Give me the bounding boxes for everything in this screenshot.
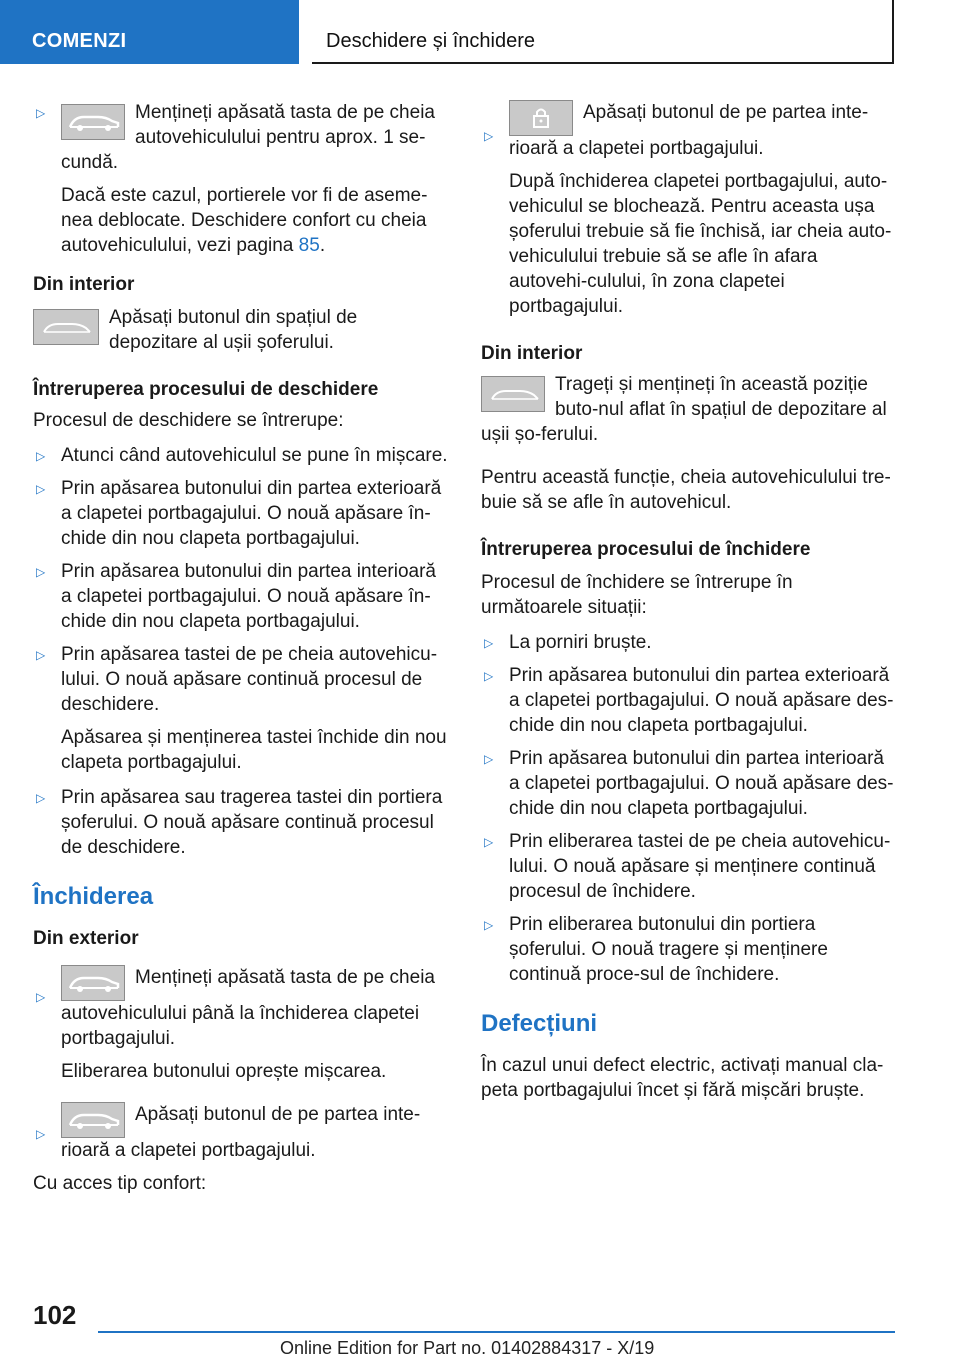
footer-divider bbox=[98, 1331, 895, 1333]
page-link[interactable]: 85 bbox=[298, 235, 320, 256]
bullet-icon: ▷ bbox=[36, 106, 46, 120]
text: Apăsați butonul din spațiul de depozitare al ușii șoferului. bbox=[109, 307, 358, 353]
text: Prin eliberarea butonului din portiera șoferului. O nouă tragere și menținere continuă proce-sul de închidere. bbox=[509, 914, 828, 985]
interior-paragraph bbox=[481, 372, 897, 447]
heading-defectiuni: Defecțiuni bbox=[481, 1010, 598, 1037]
bullet-icon: ▷ bbox=[36, 565, 46, 579]
text: Prin eliberarea tastei de pe cheia autovehicu-lului. O nouă apăsare și menținere continuă procesul de închidere. bbox=[509, 831, 891, 902]
heading-inchiderea: Închiderea bbox=[33, 883, 154, 910]
bullet-icon: ▷ bbox=[484, 636, 494, 650]
text: Prin apăsarea sau tragerea tastei din portiera șoferului. O nouă apăsare continuă procesul de deschidere. bbox=[61, 787, 443, 858]
list-item bbox=[33, 100, 449, 175]
text: Prin apăsarea tastei de pe cheia autovehicu-lului. O nouă apăsare continuă procesul de deschidere. bbox=[61, 644, 438, 715]
sub-paragraph bbox=[61, 183, 449, 258]
page-number: 102 bbox=[33, 1300, 77, 1330]
car-trunk-icon bbox=[61, 104, 125, 140]
car-trunk-icon bbox=[33, 309, 99, 345]
bullet-icon: ▷ bbox=[484, 669, 494, 683]
right-column bbox=[481, 100, 897, 1113]
bullet-icon: ▷ bbox=[484, 752, 494, 766]
text: Mențineți apăsată tasta de pe cheia autovehiculului până la închiderea clapetei portbagajului. bbox=[61, 967, 435, 1049]
subheading-din-interior: Din interior bbox=[33, 274, 135, 295]
text: Prin apăsarea butonului din partea exterioară a clapetei portbagajului. O nouă apăsare des-chide din nou clapeta portbagajului. bbox=[509, 665, 894, 736]
text: Apăsați butonul de pe partea inte-rioară a clapetei portbagajului. bbox=[509, 102, 869, 159]
list-item bbox=[33, 642, 449, 717]
text: Mențineți apăsată tasta de pe cheia autovehiculului pentru aprox. 1 se-cundă. bbox=[61, 102, 435, 173]
list-item bbox=[33, 443, 449, 468]
car-trunk-icon bbox=[481, 376, 545, 412]
header-section-label: COMENZI bbox=[32, 30, 127, 52]
text: Dacă este cazul, portierele vor fi de aseme-nea deblocate. Deschidere confort cu cheia autovehiculului, vezi pagina bbox=[61, 185, 428, 256]
text: Prin apăsarea butonului din partea exterioară a clapetei portbagajului. O nouă apăsare în-chide din nou clapeta portbagajului. bbox=[61, 478, 442, 549]
sub-paragraph: Eliberarea butonului oprește mișcarea. bbox=[61, 1061, 387, 1082]
bullet-icon: ▷ bbox=[36, 482, 46, 496]
text: Procesul de închidere se întrerupe în următoarele situații: bbox=[481, 572, 793, 618]
text: Atunci când autovehiculul se pune în mișcare. bbox=[61, 445, 448, 466]
text: Prin apăsarea butonului din partea interioară a clapetei portbagajului. O nouă apăsare des-chide din nou clapeta portbagajului. bbox=[509, 748, 894, 819]
bullet-icon: ▷ bbox=[36, 648, 46, 662]
list-item bbox=[481, 663, 897, 738]
sub-paragraph: Apăsarea și menținerea tastei închide din nou clapeta portbagajului. bbox=[61, 727, 447, 773]
list-item bbox=[33, 785, 449, 860]
list-item bbox=[33, 559, 449, 634]
text: . bbox=[319, 235, 326, 256]
bullet-icon: ▷ bbox=[484, 835, 494, 849]
text: Trageți și mențineți în această poziție buto-nul aflat în spațiul de depozitare al ușii șo-ferului. bbox=[481, 374, 887, 445]
list-item bbox=[481, 100, 897, 161]
text: În cazul unui defect electric, activați manual cla-peta portbagajului încet și fără mișcări bruște. bbox=[481, 1055, 884, 1101]
lock-icon bbox=[509, 100, 573, 136]
text: Apăsați butonul de pe partea inte-rioară a clapetei portbagajului. bbox=[61, 1104, 421, 1161]
bullet-icon: ▷ bbox=[484, 918, 494, 932]
bullet-icon: ▷ bbox=[484, 129, 494, 143]
text: Prin apăsarea butonului din partea interioară a clapetei portbagajului. O nouă apăsare în-chide din nou clapeta portbagajului. bbox=[61, 561, 436, 632]
list-item bbox=[481, 912, 897, 987]
header-title-box bbox=[312, 0, 894, 64]
car-trunk-icon bbox=[61, 1102, 125, 1138]
header-section-tab bbox=[0, 0, 299, 64]
bullet-icon: ▷ bbox=[36, 1127, 46, 1141]
list-item bbox=[33, 476, 449, 551]
header-title: Deschidere și închidere bbox=[326, 30, 535, 52]
text: La porniri bruște. bbox=[509, 632, 652, 653]
text: Cu acces tip confort: bbox=[33, 1173, 207, 1194]
subheading-din-exterior: Din exterior bbox=[33, 928, 139, 949]
list-item bbox=[33, 1102, 449, 1163]
bullet-icon: ▷ bbox=[36, 449, 46, 463]
footer-edition: Online Edition for Part no. 01402884317 - X/19 bbox=[280, 1338, 655, 1358]
left-column bbox=[33, 100, 449, 1206]
heading-intrerupere-deschidere: Întreruperea procesului de deschidere bbox=[33, 379, 379, 400]
list-item bbox=[481, 746, 897, 821]
heading-intrerupere-inchidere: Întreruperea procesului de închidere bbox=[481, 539, 811, 560]
sub-paragraph: După închiderea clapetei portbagajului, auto-vehiculul se blochează. Pentru aceasta ușa șoferului trebuie să fie închisă, iar cheia auto-vehiculului trebuie să se afle în afara autovehi-culului, în zona clapetei portbagajului. bbox=[509, 171, 892, 317]
list-item bbox=[481, 829, 897, 904]
subheading-din-interior: Din interior bbox=[481, 343, 583, 364]
interior-paragraph bbox=[33, 305, 449, 355]
bullet-icon: ▷ bbox=[36, 791, 46, 805]
text: Procesul de deschidere se întrerupe: bbox=[33, 410, 344, 431]
car-trunk-icon bbox=[61, 965, 125, 1001]
list-item bbox=[481, 630, 897, 655]
text: Pentru această funcție, cheia autovehiculului tre-buie să se afle în autovehicul. bbox=[481, 467, 891, 513]
bullet-icon: ▷ bbox=[36, 990, 46, 1004]
list-item bbox=[33, 965, 449, 1051]
